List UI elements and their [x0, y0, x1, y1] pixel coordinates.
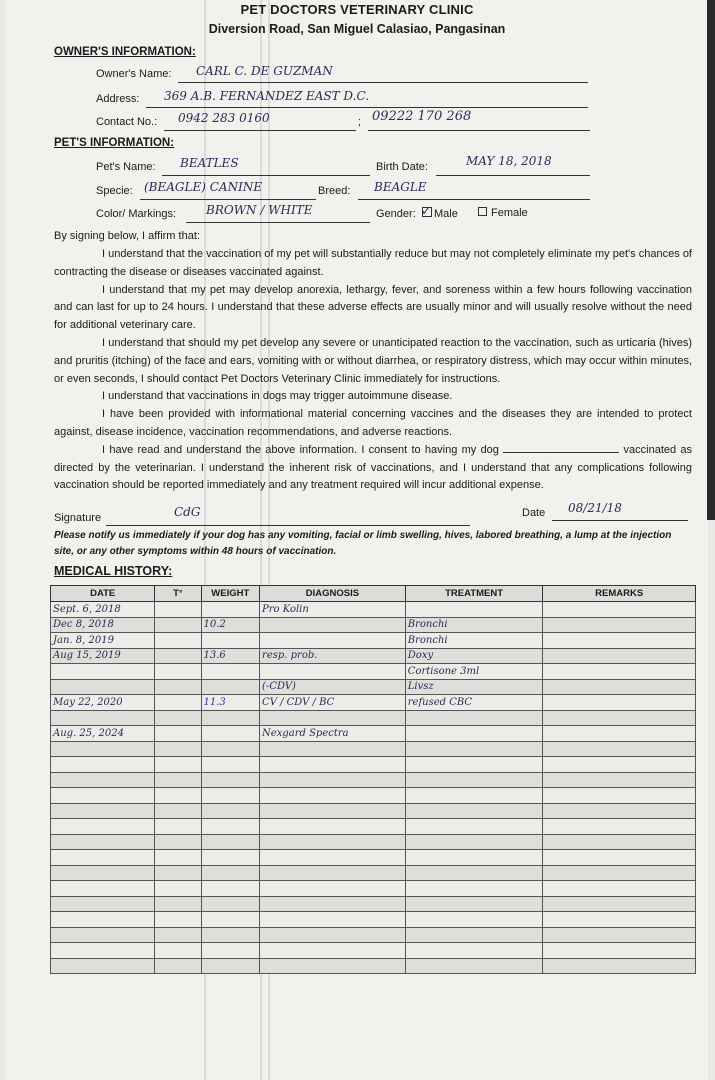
- owner-name-label: Owner's Name:: [96, 68, 172, 80]
- cell-treatment: [405, 850, 543, 866]
- cell-temp: [155, 757, 201, 773]
- cell-temp: [155, 772, 201, 788]
- cell-remarks: [543, 896, 696, 912]
- cell-remarks: [543, 943, 696, 959]
- cell-treatment: Doxy: [405, 648, 543, 664]
- cell-date: Sept. 6, 2018: [51, 602, 155, 618]
- cell-remarks: [543, 881, 696, 897]
- consent-p1: I understand that the vaccination of my pet will substantially reduce but may not completely eliminate my pet's chances of contracting the disease or diseases vaccinated against.: [54, 248, 692, 278]
- cell-diagnosis: [260, 850, 406, 866]
- cell-remarks: [543, 912, 696, 928]
- cell-diagnosis: [260, 633, 406, 649]
- cell-date: [51, 803, 155, 819]
- checkbox-empty-icon: [478, 207, 487, 216]
- table-row: [51, 633, 696, 649]
- cell-remarks: [543, 710, 696, 726]
- cell-temp: [155, 803, 201, 819]
- cell-date: Aug 15, 2019: [51, 648, 155, 664]
- cell-treatment: [405, 819, 543, 835]
- cell-remarks: [543, 757, 696, 773]
- cell-remarks: [543, 772, 696, 788]
- cell-weight: [201, 927, 260, 943]
- cell-temp: [155, 664, 201, 680]
- cell-date: [51, 881, 155, 897]
- cell-diagnosis: Nexgard Spectra: [260, 726, 406, 742]
- cell-diagnosis: resp. prob.: [260, 648, 406, 664]
- address-value: 369 A.B. FERNANDEZ EAST D.C.: [164, 89, 370, 103]
- cell-temp: [155, 602, 201, 618]
- cell-date: [51, 943, 155, 959]
- header-diagnosis: DIAGNOSIS: [260, 586, 406, 602]
- specie-value: (BEAGLE) CANINE: [144, 180, 263, 194]
- cell-remarks: [543, 741, 696, 757]
- table-row: [51, 896, 696, 912]
- cell-weight: 11.3: [201, 695, 260, 711]
- cell-remarks: [543, 927, 696, 943]
- table-row: [51, 679, 696, 695]
- specie-label: Specie:: [96, 185, 133, 197]
- cell-treatment: Bronchi: [405, 633, 543, 649]
- table-row: [51, 617, 696, 633]
- gender-male-option[interactable]: ✓ Male: [421, 204, 458, 220]
- cell-diagnosis: [260, 788, 406, 804]
- cell-diagnosis: Pro Kolin: [260, 602, 406, 618]
- cell-date: May 22, 2020: [51, 695, 155, 711]
- cell-treatment: [405, 943, 543, 959]
- cell-temp: [155, 881, 201, 897]
- table-row: [51, 602, 696, 618]
- contact-value-1: 0942 283 0160: [178, 111, 270, 125]
- cell-remarks: [543, 819, 696, 835]
- cell-temp: [155, 912, 201, 928]
- cell-treatment: [405, 803, 543, 819]
- table-row: [51, 943, 696, 959]
- color-markings-label: Color/ Markings:: [96, 208, 177, 220]
- cell-weight: 13.6: [201, 648, 260, 664]
- cell-diagnosis: [260, 927, 406, 943]
- cell-weight: [201, 772, 260, 788]
- table-row: [51, 803, 696, 819]
- cell-date: [51, 710, 155, 726]
- table-row: [51, 881, 696, 897]
- cell-treatment: Cortisone 3ml: [405, 664, 543, 680]
- cell-diagnosis: [260, 834, 406, 850]
- date-label: Date: [522, 507, 546, 519]
- cell-weight: [201, 943, 260, 959]
- cell-temp: [155, 695, 201, 711]
- cell-treatment: [405, 757, 543, 773]
- cell-remarks: [543, 865, 696, 881]
- header-temp: T°: [155, 586, 201, 602]
- header-weight: WEIGHT: [201, 586, 260, 602]
- cell-weight: [201, 850, 260, 866]
- cell-remarks: [543, 958, 696, 974]
- cell-diagnosis: [260, 617, 406, 633]
- cell-diagnosis: [260, 757, 406, 773]
- cell-treatment: [405, 865, 543, 881]
- cell-weight: [201, 664, 260, 680]
- cell-remarks: [543, 726, 696, 742]
- birth-date-label: Birth Date:: [376, 161, 428, 173]
- cell-weight: 10.2: [201, 617, 260, 633]
- contact-label: Contact No.:: [96, 116, 158, 128]
- cell-weight: [201, 896, 260, 912]
- consent-paragraphs: [54, 246, 692, 495]
- breed-value: BEAGLE: [374, 180, 427, 194]
- cell-diagnosis: CV / CDV / BC: [260, 695, 406, 711]
- cell-treatment: [405, 602, 543, 618]
- checkbox-checked-icon: ✓: [421, 204, 432, 218]
- cell-treatment: Bronchi: [405, 617, 543, 633]
- cell-treatment: Livsz: [405, 679, 543, 695]
- cell-weight: [201, 865, 260, 881]
- pet-name-label: Pet's Name:: [96, 161, 156, 173]
- consent-p6: I have read and understand the above information. I consent to having my dog vaccinated as directed by the veterinarian. I understand the inherent risk of vaccinations, and I understand that any complications following vaccination should be reported immediately and any treatment required will incur additional expense.: [54, 443, 693, 492]
- pet-name-value: BEATLES: [180, 156, 239, 170]
- cell-weight: [201, 710, 260, 726]
- address-label: Address:: [96, 93, 140, 105]
- cell-date: [51, 788, 155, 804]
- birth-date-value: MAY 18, 2018: [466, 154, 552, 168]
- cell-treatment: [405, 958, 543, 974]
- cell-date: Jan. 8, 2019: [51, 633, 155, 649]
- consent-p5: I have been provided with informational material concerning vaccines and the diseases they are intended to protect against, disease incidence, vaccination recommendations, and adverse reactions.: [54, 408, 692, 438]
- cell-weight: [201, 881, 260, 897]
- cell-remarks: [543, 617, 696, 633]
- cell-date: [51, 664, 155, 680]
- cell-weight: [201, 819, 260, 835]
- cell-temp: [155, 617, 201, 633]
- medical-table-header: [51, 586, 696, 602]
- table-row: [51, 772, 696, 788]
- table-row: [51, 695, 696, 711]
- cell-diagnosis: [260, 803, 406, 819]
- cell-treatment: [405, 927, 543, 943]
- color-markings-value: BROWN / WHITE: [206, 203, 313, 217]
- vaccination-consent-form: [6, 0, 708, 1080]
- pet-section-title: PET'S INFORMATION:: [54, 137, 175, 149]
- cell-temp: [155, 710, 201, 726]
- owner-section-title: OWNER'S INFORMATION:: [54, 46, 196, 58]
- cell-date: [51, 834, 155, 850]
- cell-treatment: [405, 881, 543, 897]
- contact-separator: ;: [358, 116, 362, 128]
- header-date: DATE: [51, 586, 155, 602]
- cell-temp: [155, 865, 201, 881]
- cell-treatment: [405, 772, 543, 788]
- table-row: [51, 788, 696, 804]
- cell-diagnosis: [260, 896, 406, 912]
- cell-weight: [201, 834, 260, 850]
- cell-remarks: [543, 602, 696, 618]
- table-row: [51, 834, 696, 850]
- table-row: [51, 710, 696, 726]
- scan-edge-shadow: [707, 0, 715, 520]
- cell-treatment: [405, 710, 543, 726]
- cell-date: [51, 958, 155, 974]
- owner-name-value: CARL C. DE GUZMAN: [196, 64, 333, 78]
- cell-date: Aug. 25, 2024: [51, 726, 155, 742]
- cell-remarks: [543, 834, 696, 850]
- signature-label: Signature: [54, 512, 102, 524]
- breed-label: Breed:: [318, 185, 351, 197]
- cell-weight: [201, 803, 260, 819]
- cell-temp: [155, 679, 201, 695]
- cell-treatment: [405, 896, 543, 912]
- cell-weight: [201, 757, 260, 773]
- cell-treatment: [405, 741, 543, 757]
- table-row: [51, 927, 696, 943]
- table-row: [51, 648, 696, 664]
- cell-diagnosis: [260, 943, 406, 959]
- cell-treatment: [405, 726, 543, 742]
- table-row: [51, 757, 696, 773]
- cell-treatment: refused CBC: [405, 695, 543, 711]
- date-value: 08/21/18: [568, 501, 622, 515]
- header-treatment: TREATMENT: [405, 586, 543, 602]
- cell-date: [51, 819, 155, 835]
- cell-date: [51, 927, 155, 943]
- table-row: [51, 865, 696, 881]
- cell-weight: [201, 633, 260, 649]
- gender-female-option[interactable]: Female: [478, 207, 528, 219]
- cell-remarks: [543, 788, 696, 804]
- cell-weight: [201, 912, 260, 928]
- consent-p3: I understand that should my pet develop any severe or unanticipated reaction to the vaccination, such as urticaria (hives) and pruritis (itching) of the face and ears, vomiting with or without diarrhea, or respiratory distress, which may occur within minutes, or even seconds, I should contact Pet Doctors Veterinary Clinic immediately for instructions.: [54, 336, 692, 385]
- cell-remarks: [543, 695, 696, 711]
- medical-history-table: [50, 585, 696, 974]
- cell-temp: [155, 927, 201, 943]
- table-row: [51, 726, 696, 742]
- cell-temp: [155, 896, 201, 912]
- cell-date: [51, 679, 155, 695]
- cell-temp: [155, 726, 201, 742]
- cell-diagnosis: [260, 865, 406, 881]
- cell-remarks: [543, 803, 696, 819]
- cell-remarks: [543, 850, 696, 866]
- cell-date: [51, 772, 155, 788]
- cell-weight: [201, 726, 260, 742]
- cell-diagnosis: [260, 664, 406, 680]
- header-remarks: REMARKS: [543, 586, 696, 602]
- cell-remarks: [543, 664, 696, 680]
- clinic-name: PET DOCTORS VETERINARY CLINIC: [240, 2, 474, 17]
- cell-diagnosis: (-CDV): [260, 679, 406, 695]
- cell-treatment: [405, 912, 543, 928]
- consent-p2: I understand that my pet may develop anorexia, lethargy, fever, and soreness within a few hours following vaccination and can last for up to 24 hours. I understand that these adverse effects are usually minor and will usually resolve without the need for additional veterinary care.: [54, 283, 692, 332]
- cell-diagnosis: [260, 710, 406, 726]
- cell-temp: [155, 834, 201, 850]
- cell-temp: [155, 958, 201, 974]
- table-row: [51, 819, 696, 835]
- cell-temp: [155, 648, 201, 664]
- table-row: [51, 664, 696, 680]
- cell-weight: [201, 741, 260, 757]
- cell-date: [51, 865, 155, 881]
- cell-treatment: [405, 834, 543, 850]
- cell-remarks: [543, 679, 696, 695]
- consent-intro: By signing below, I affirm that:: [54, 230, 200, 242]
- cell-diagnosis: [260, 958, 406, 974]
- table-row: [51, 741, 696, 757]
- cell-temp: [155, 788, 201, 804]
- consent-p4: I understand that vaccinations in dogs may trigger autoimmune disease.: [102, 390, 453, 403]
- cell-date: [51, 757, 155, 773]
- cell-temp: [155, 943, 201, 959]
- cell-diagnosis: [260, 912, 406, 928]
- cell-date: [51, 896, 155, 912]
- contact-value-2: 09222 170 268: [372, 109, 472, 124]
- notification-notice: Please notify us immediately if your dog has any vomiting, facial or limb swelling, hives, labored breathing, a lump at the injection site, or any other symptoms within 48 hours of vaccination.: [54, 530, 672, 557]
- cell-weight: [201, 679, 260, 695]
- signature-value: CdG: [174, 505, 201, 519]
- cell-temp: [155, 819, 201, 835]
- cell-remarks: [543, 648, 696, 664]
- cell-weight: [201, 788, 260, 804]
- cell-date: Dec 8, 2018: [51, 617, 155, 633]
- cell-weight: [201, 602, 260, 618]
- cell-temp: [155, 850, 201, 866]
- cell-date: [51, 741, 155, 757]
- cell-temp: [155, 633, 201, 649]
- cell-date: [51, 850, 155, 866]
- gender-label: Gender:: [376, 208, 416, 220]
- clinic-address: Diversion Road, San Miguel Calasiao, Pangasinan: [208, 22, 506, 36]
- table-row: [51, 850, 696, 866]
- table-row: [51, 958, 696, 974]
- medical-history-title: MEDICAL HISTORY:: [54, 564, 173, 578]
- cell-diagnosis: [260, 819, 406, 835]
- cell-weight: [201, 958, 260, 974]
- cell-date: [51, 912, 155, 928]
- cell-treatment: [405, 788, 543, 804]
- cell-diagnosis: [260, 881, 406, 897]
- cell-remarks: [543, 633, 696, 649]
- table-row: [51, 912, 696, 928]
- cell-diagnosis: [260, 772, 406, 788]
- cell-diagnosis: [260, 741, 406, 757]
- cell-temp: [155, 741, 201, 757]
